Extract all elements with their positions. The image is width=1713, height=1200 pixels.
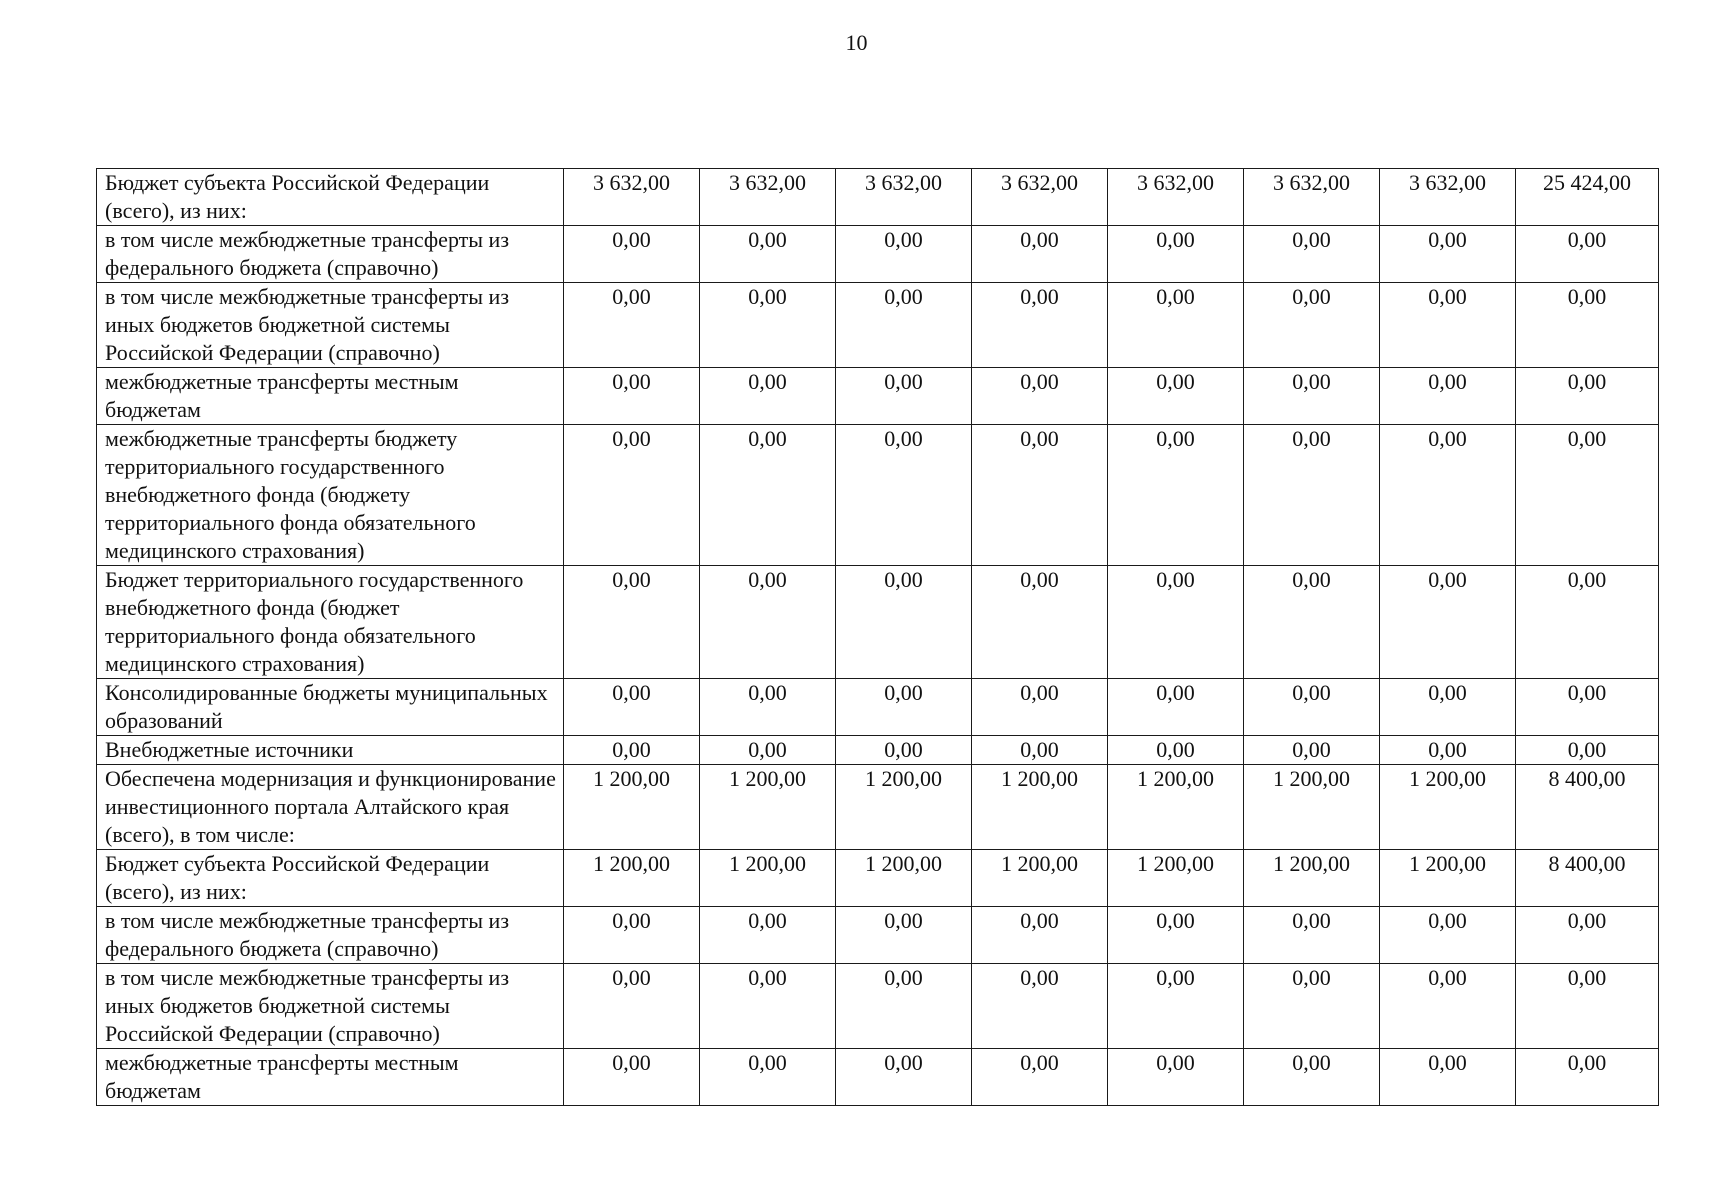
- year-value-cell: 1 200,00: [1244, 765, 1380, 850]
- year-value-cell: 3 632,00: [836, 169, 972, 226]
- year-value-cell: 0,00: [1108, 226, 1244, 283]
- year-value-cell: 0,00: [564, 226, 700, 283]
- year-value-cell: 1 200,00: [972, 765, 1108, 850]
- year-value-cell: 0,00: [972, 679, 1108, 736]
- row-label: межбюджетные трансферты местным бюджетам: [97, 368, 564, 425]
- year-value-cell: 0,00: [564, 425, 700, 566]
- year-value-cell: 0,00: [1380, 1049, 1516, 1106]
- year-value-cell: 0,00: [1380, 283, 1516, 368]
- row-label: межбюджетные трансферты бюджету территориального государственного внебюджетного фонда (бюджету территориального фонда обязательного медицинского страхования): [97, 425, 564, 566]
- year-value-cell: 0,00: [564, 368, 700, 425]
- table-row: [97, 566, 1659, 679]
- year-value-cell: 0,00: [1380, 736, 1516, 765]
- year-value-cell: 0,00: [700, 283, 836, 368]
- year-value-cell: 3 632,00: [972, 169, 1108, 226]
- total-value-cell: 8 400,00: [1516, 850, 1659, 907]
- row-label: в том числе межбюджетные трансферты из федерального бюджета (справочно): [97, 226, 564, 283]
- year-value-cell: 0,00: [700, 368, 836, 425]
- total-value-cell: 0,00: [1516, 566, 1659, 679]
- year-value-cell: 0,00: [564, 907, 700, 964]
- year-value-cell: 0,00: [1244, 425, 1380, 566]
- row-label: Бюджет субъекта Российской Федерации (всего), из них:: [97, 169, 564, 226]
- year-value-cell: 3 632,00: [700, 169, 836, 226]
- year-value-cell: 0,00: [564, 1049, 700, 1106]
- year-value-cell: 0,00: [700, 679, 836, 736]
- year-value-cell: 0,00: [972, 1049, 1108, 1106]
- table-row: [97, 765, 1659, 850]
- year-value-cell: 0,00: [700, 1049, 836, 1106]
- year-value-cell: 0,00: [700, 226, 836, 283]
- year-value-cell: 0,00: [972, 907, 1108, 964]
- row-label: Консолидированные бюджеты муниципальных образований: [97, 679, 564, 736]
- year-value-cell: 0,00: [972, 283, 1108, 368]
- row-label: в том числе межбюджетные трансферты из иных бюджетов бюджетной системы Российской Федерации (справочно): [97, 283, 564, 368]
- year-value-cell: 0,00: [564, 964, 700, 1049]
- table-row: [97, 283, 1659, 368]
- year-value-cell: 0,00: [836, 368, 972, 425]
- year-value-cell: 0,00: [1380, 679, 1516, 736]
- year-value-cell: 0,00: [1380, 566, 1516, 679]
- year-value-cell: 0,00: [972, 964, 1108, 1049]
- year-value-cell: 0,00: [836, 679, 972, 736]
- year-value-cell: 0,00: [836, 736, 972, 765]
- year-value-cell: 0,00: [1108, 566, 1244, 679]
- year-value-cell: 0,00: [1380, 964, 1516, 1049]
- row-label: Обеспечена модернизация и функционирование инвестиционного портала Алтайского края (всего), в том числе:: [97, 765, 564, 850]
- year-value-cell: 0,00: [1108, 907, 1244, 964]
- table-row: [97, 1049, 1659, 1106]
- year-value-cell: 0,00: [1244, 283, 1380, 368]
- total-value-cell: 0,00: [1516, 226, 1659, 283]
- year-value-cell: 3 632,00: [1108, 169, 1244, 226]
- year-value-cell: 1 200,00: [1108, 850, 1244, 907]
- year-value-cell: 0,00: [836, 1049, 972, 1106]
- year-value-cell: 0,00: [1108, 283, 1244, 368]
- year-value-cell: 0,00: [836, 425, 972, 566]
- year-value-cell: 0,00: [1108, 964, 1244, 1049]
- year-value-cell: 0,00: [1108, 736, 1244, 765]
- year-value-cell: 1 200,00: [836, 850, 972, 907]
- year-value-cell: 1 200,00: [1244, 850, 1380, 907]
- year-value-cell: 0,00: [836, 566, 972, 679]
- table-row: [97, 425, 1659, 566]
- year-value-cell: 0,00: [1244, 907, 1380, 964]
- year-value-cell: 0,00: [700, 425, 836, 566]
- year-value-cell: 0,00: [1108, 425, 1244, 566]
- year-value-cell: 0,00: [836, 226, 972, 283]
- total-value-cell: 0,00: [1516, 1049, 1659, 1106]
- year-value-cell: 0,00: [1108, 368, 1244, 425]
- year-value-cell: 0,00: [564, 283, 700, 368]
- year-value-cell: 0,00: [1244, 964, 1380, 1049]
- table-row: [97, 679, 1659, 736]
- year-value-cell: 0,00: [700, 566, 836, 679]
- year-value-cell: 0,00: [836, 964, 972, 1049]
- budget-table-container: [96, 168, 1658, 1106]
- row-label: Внебюджетные источники: [97, 736, 564, 765]
- year-value-cell: 0,00: [1108, 1049, 1244, 1106]
- year-value-cell: 0,00: [1244, 736, 1380, 765]
- year-value-cell: 0,00: [564, 736, 700, 765]
- total-value-cell: 8 400,00: [1516, 765, 1659, 850]
- year-value-cell: 0,00: [1244, 1049, 1380, 1106]
- year-value-cell: 1 200,00: [564, 850, 700, 907]
- table-row: [97, 736, 1659, 765]
- table-row: [97, 850, 1659, 907]
- year-value-cell: 0,00: [1244, 679, 1380, 736]
- table-row: [97, 368, 1659, 425]
- year-value-cell: 0,00: [700, 907, 836, 964]
- table-row: [97, 226, 1659, 283]
- total-value-cell: 0,00: [1516, 907, 1659, 964]
- year-value-cell: 0,00: [972, 226, 1108, 283]
- year-value-cell: 0,00: [564, 566, 700, 679]
- year-value-cell: 0,00: [1244, 226, 1380, 283]
- year-value-cell: 0,00: [1244, 566, 1380, 679]
- row-label: Бюджет субъекта Российской Федерации (всего), из них:: [97, 850, 564, 907]
- year-value-cell: 1 200,00: [1380, 850, 1516, 907]
- year-value-cell: 0,00: [1380, 226, 1516, 283]
- total-value-cell: 0,00: [1516, 283, 1659, 368]
- year-value-cell: 0,00: [700, 964, 836, 1049]
- year-value-cell: 0,00: [836, 283, 972, 368]
- total-value-cell: 0,00: [1516, 964, 1659, 1049]
- budget-table: [96, 168, 1659, 1106]
- year-value-cell: 1 200,00: [700, 850, 836, 907]
- year-value-cell: 0,00: [972, 425, 1108, 566]
- year-value-cell: 0,00: [972, 736, 1108, 765]
- year-value-cell: 0,00: [1380, 907, 1516, 964]
- year-value-cell: 1 200,00: [972, 850, 1108, 907]
- table-row: [97, 907, 1659, 964]
- budget-table-body: [97, 169, 1659, 1106]
- total-value-cell: 0,00: [1516, 425, 1659, 566]
- year-value-cell: 1 200,00: [700, 765, 836, 850]
- year-value-cell: 3 632,00: [564, 169, 700, 226]
- year-value-cell: 0,00: [1108, 679, 1244, 736]
- table-row: [97, 964, 1659, 1049]
- year-value-cell: 1 200,00: [564, 765, 700, 850]
- year-value-cell: 1 200,00: [836, 765, 972, 850]
- page-number: 10: [845, 30, 868, 55]
- total-value-cell: 0,00: [1516, 679, 1659, 736]
- year-value-cell: 0,00: [1244, 368, 1380, 425]
- year-value-cell: 0,00: [700, 736, 836, 765]
- total-value-cell: 0,00: [1516, 368, 1659, 425]
- row-label: Бюджет территориального государственного внебюджетного фонда (бюджет территориального фонда обязательного медицинского страхования): [97, 566, 564, 679]
- year-value-cell: 0,00: [1380, 425, 1516, 566]
- year-value-cell: 1 200,00: [1380, 765, 1516, 850]
- year-value-cell: 0,00: [836, 907, 972, 964]
- year-value-cell: 1 200,00: [1108, 765, 1244, 850]
- row-label: в том числе межбюджетные трансферты из иных бюджетов бюджетной системы Российской Федерации (справочно): [97, 964, 564, 1049]
- total-value-cell: 0,00: [1516, 736, 1659, 765]
- total-value-cell: 25 424,00: [1516, 169, 1659, 226]
- table-row: [97, 169, 1659, 226]
- row-label: межбюджетные трансферты местным бюджетам: [97, 1049, 564, 1106]
- year-value-cell: 0,00: [972, 566, 1108, 679]
- year-value-cell: 0,00: [972, 368, 1108, 425]
- row-label: в том числе межбюджетные трансферты из федерального бюджета (справочно): [97, 907, 564, 964]
- year-value-cell: 0,00: [1380, 368, 1516, 425]
- year-value-cell: 0,00: [564, 679, 700, 736]
- year-value-cell: 3 632,00: [1380, 169, 1516, 226]
- year-value-cell: 3 632,00: [1244, 169, 1380, 226]
